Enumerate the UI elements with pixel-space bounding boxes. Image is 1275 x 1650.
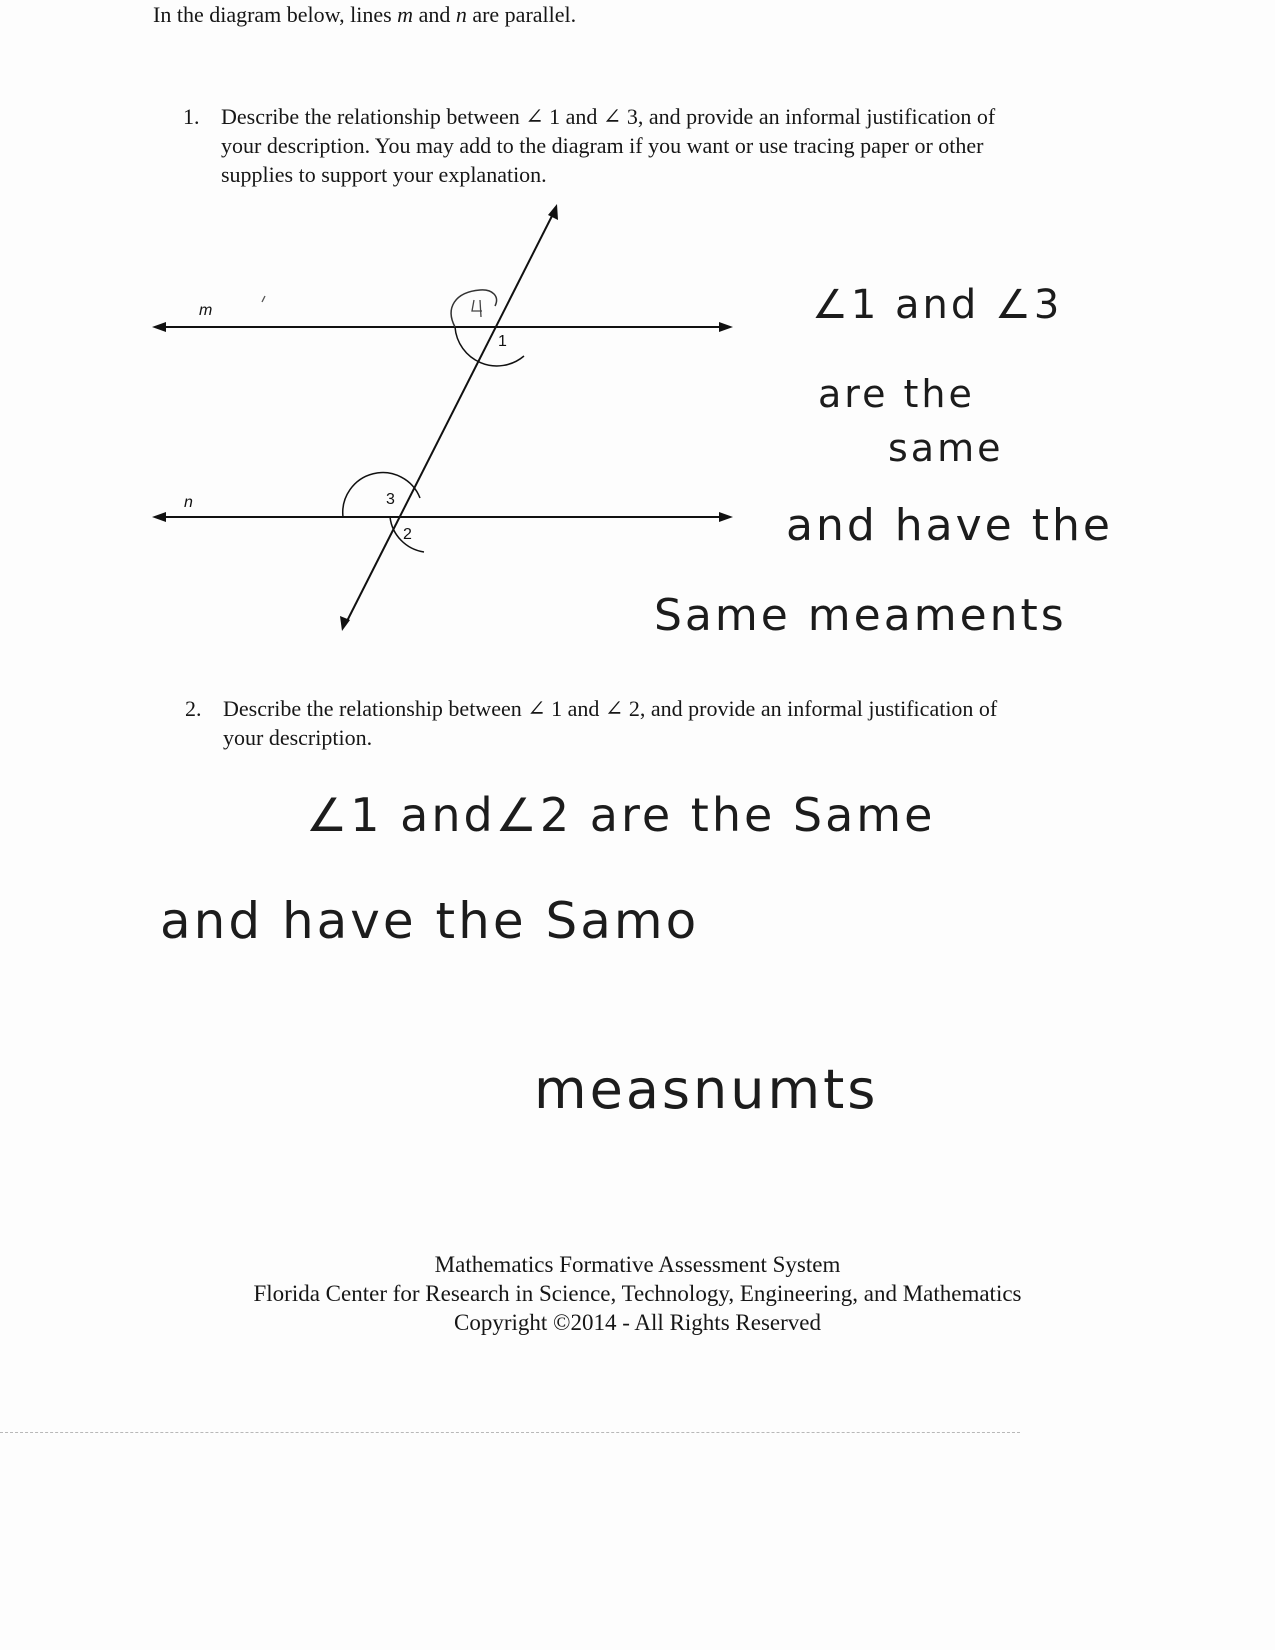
stray-pen-mark <box>262 296 265 302</box>
question-2-line-1: Describe the relationship between ∠ 1 and ∠ 2, and provide an informal justification of <box>223 696 998 721</box>
question-1-number: 1. <box>183 104 200 129</box>
line-n-name: n <box>455 2 467 27</box>
footer-line-2: Florida Center for Research in Science, Technology, Engineering, and Mathematics <box>253 1281 1022 1306</box>
question-1-line-2: your description. You may add to the diagram if you want or use tracing paper or other <box>221 133 984 158</box>
line-m-right-arrow <box>719 322 733 332</box>
line-m-label: m <box>199 302 213 319</box>
answer-1-line-1: ∠1 and ∠3 <box>812 282 1063 328</box>
line-n-left-arrow <box>152 512 166 522</box>
line-m-name: m <box>397 2 414 27</box>
angle-4-handwritten-mark <box>472 300 482 317</box>
scan-artifact-line <box>0 1432 1020 1433</box>
intro-text-3: are parallel. <box>466 2 577 27</box>
intro-sentence <box>153 2 576 28</box>
angle-1-label: 1 <box>498 333 507 350</box>
parallel-lines-diagram <box>150 200 740 650</box>
intro-text-2: and <box>413 2 456 27</box>
angle-3-arc <box>343 473 420 517</box>
angle-2-label: 2 <box>403 526 412 543</box>
question-2-number: 2. <box>185 696 202 721</box>
angle-3-label: 3 <box>386 491 395 508</box>
footer-line-3: Copyright ©2014 - All Rights Reserved <box>454 1310 821 1335</box>
answer-1-line-4: and have the <box>786 500 1113 551</box>
intro-text-1: In the diagram below, lines <box>153 2 398 27</box>
transversal-top-arrow <box>548 204 558 220</box>
line-n-right-arrow <box>719 512 733 522</box>
answer-1-line-2: are the <box>818 372 975 416</box>
line-n-label: n <box>184 494 193 511</box>
question-1-line-1: Describe the relationship between ∠ 1 and ∠ 3, and provide an informal justification of <box>221 104 996 129</box>
answer-1-line-3: same <box>888 426 1004 470</box>
footer-line-1: Mathematics Formative Assessment System <box>434 1252 841 1277</box>
angle-4-handdrawn-arc <box>451 290 496 327</box>
answer-2-line-2: and have the Samo <box>160 892 700 950</box>
answer-1-line-5: Same meaments <box>654 590 1067 641</box>
answer-2-line-1: ∠1 and∠2 are the Same <box>306 788 936 842</box>
angle-1-arc <box>455 327 524 366</box>
question-1-line-3: supplies to support your explanation. <box>221 162 547 187</box>
transversal-line <box>345 210 555 625</box>
answer-2-line-3: measnumts <box>534 1058 879 1121</box>
question-2-line-2: your description. <box>223 725 373 750</box>
line-m-left-arrow <box>152 322 166 332</box>
